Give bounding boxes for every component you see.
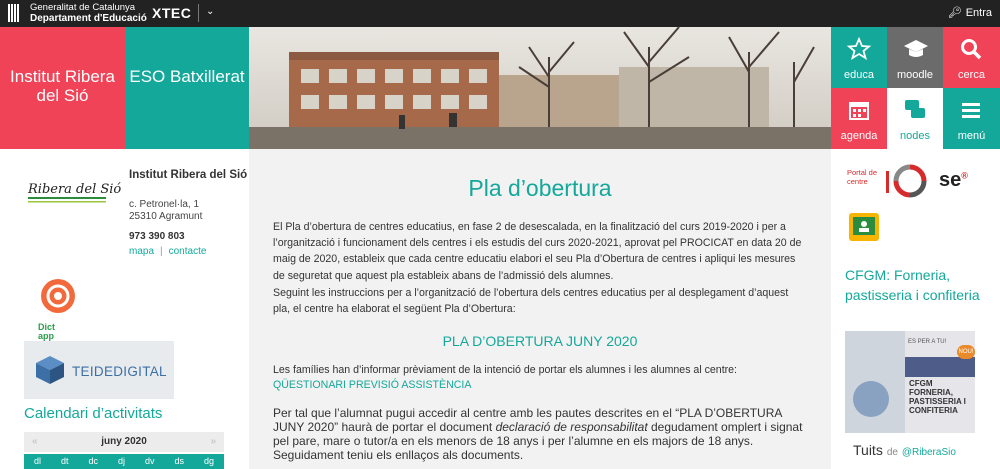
school-address: c. Petronel·la, 1 25310 Agramunt	[129, 199, 203, 222]
tile-educa[interactable]	[831, 27, 887, 88]
chat-bubbles-icon	[903, 98, 927, 122]
svg-text:Ribera del Sió: Ribera del Sió	[28, 182, 122, 197]
dictapp-icon[interactable]: Dict app	[38, 278, 78, 338]
tile-label: educa	[844, 69, 874, 81]
section-title: PLA D’OBERTURA JUNY 2020	[442, 333, 638, 349]
right-sidebar	[831, 149, 1000, 469]
families-paragraph: Les famílies han d’informar prèviament de la intenció de portar els alumnes i les alumnes al centre:	[273, 364, 738, 376]
tile-nodes[interactable]	[887, 88, 943, 149]
se-logo[interactable]: se®	[939, 169, 968, 191]
calendar-prev-button[interactable]: «	[32, 436, 38, 447]
school-name-tile[interactable]: Institut Ribera del Sió	[0, 27, 125, 149]
left-sidebar	[0, 149, 249, 469]
levels-tile[interactable]: ESO Batxillerat	[125, 27, 249, 149]
xtec-logo[interactable]: XTEC	[152, 5, 192, 21]
search-icon	[959, 37, 983, 61]
gencat-line2: Departament d'Educació	[30, 13, 147, 24]
cfgm-title[interactable]: CFGM: Forneria, pastisseria i confiteria	[845, 267, 980, 303]
tile-cerca[interactable]	[943, 27, 1000, 88]
school-banner-image	[249, 27, 831, 149]
gencat-logo-icon[interactable]	[8, 4, 22, 22]
key-icon: 🔑︎	[947, 7, 962, 19]
calendar-weekdays: dl dt dc dj dv ds dg	[24, 454, 224, 469]
school-links: mapa | contacte	[129, 246, 207, 257]
attendance-survey-link[interactable]: QÜESTIONARI PREVISIÓ ASSISTÈNCIA	[273, 379, 472, 391]
cfgm-poster-image[interactable]: ES PER A TU! CFGM FORNERIA, PASTISSERIA I CONFITERIA NOU!	[845, 331, 975, 433]
portal-de-centre-link[interactable]: Portal de centre	[847, 169, 885, 197]
google-classroom-icon[interactable]	[849, 213, 879, 241]
divider	[198, 4, 199, 22]
page-title: Pla d’obertura	[468, 175, 612, 201]
graduation-cap-icon	[903, 37, 929, 61]
chevron-down-icon[interactable]: ⌄	[206, 6, 215, 17]
tile-label: moodle	[896, 69, 934, 81]
twitter-handle-link[interactable]: @RiberaSio	[901, 447, 956, 458]
cube-icon	[34, 354, 66, 386]
tile-label: cerca	[958, 69, 985, 81]
gencat-label[interactable]	[30, 2, 147, 24]
tile-label: nodes	[900, 130, 930, 142]
map-link[interactable]: mapa	[129, 246, 155, 257]
login-link[interactable]: 🔑︎ Entra	[947, 7, 992, 19]
top-bar	[0, 0, 1000, 27]
calendar-next-button[interactable]: »	[210, 436, 216, 447]
school-name: Institut Ribera del Sió	[129, 169, 248, 181]
intro-paragraph: El Pla d’obertura de centres educatius, en fase 2 de desescalada, en la finalització del curs 2019-2020 i per a l’organització i funcionament dels centres i els estudis del curs 2020-2021, aprovat pel PROCICAT en data 20 de maig de 2020, estableix que cada centre educatiu elabori el seu Pla d’Obertura de centres i apliqui les mesures de seguretat que aquest pla estableix abans de l’admissió dels alumnes.	[273, 221, 802, 282]
calendar-icon	[847, 98, 871, 122]
tile-agenda[interactable]	[831, 88, 887, 149]
tile-label: menú	[957, 130, 986, 142]
quick-links-grid	[831, 27, 1000, 149]
tweets-header: Tuits de @RiberaSio	[853, 442, 956, 458]
calendar-title: Calendari d’activitats	[24, 405, 163, 422]
school-phone: 973 390 803	[129, 231, 185, 242]
gencat-line1: Generalitat de Catalunya	[30, 2, 136, 13]
school-logo-icon[interactable]	[22, 169, 122, 207]
teide-digital-banner[interactable]: TEIDEDIGITAL	[24, 341, 174, 399]
tile-label: agenda	[840, 130, 878, 142]
contact-link[interactable]: contacte	[168, 246, 207, 257]
ring-logo-icon[interactable]	[893, 164, 927, 198]
star-icon	[847, 37, 871, 61]
main-content	[249, 149, 831, 469]
tile-moodle[interactable]	[887, 27, 943, 88]
menu-icon	[959, 98, 983, 122]
access-paragraph: Per tal que l’alumnat pugui accedir al centre amb les pautes descrites en el “PLA D’OBERTURA JUNY 2020” haurà de portar el document declaració de responsabilitat degudament omplert i signat pel pare, mare o tutor/a en els menors de 18 anys i per l’alumne en els majors de 18 anys. Seguidament teniu els enllaços als documents.	[273, 406, 803, 462]
calendar-month: juny 2020	[101, 436, 147, 447]
tile-menu[interactable]	[943, 88, 1000, 149]
calendar-header	[24, 432, 224, 452]
instructions-paragraph: Seguint les instruccions per a l’organització de l’obertura dels centres educatius per al desplegament d’aquest pla, el centre ha elaborat el següent Pla d’Obertura:	[273, 287, 789, 316]
